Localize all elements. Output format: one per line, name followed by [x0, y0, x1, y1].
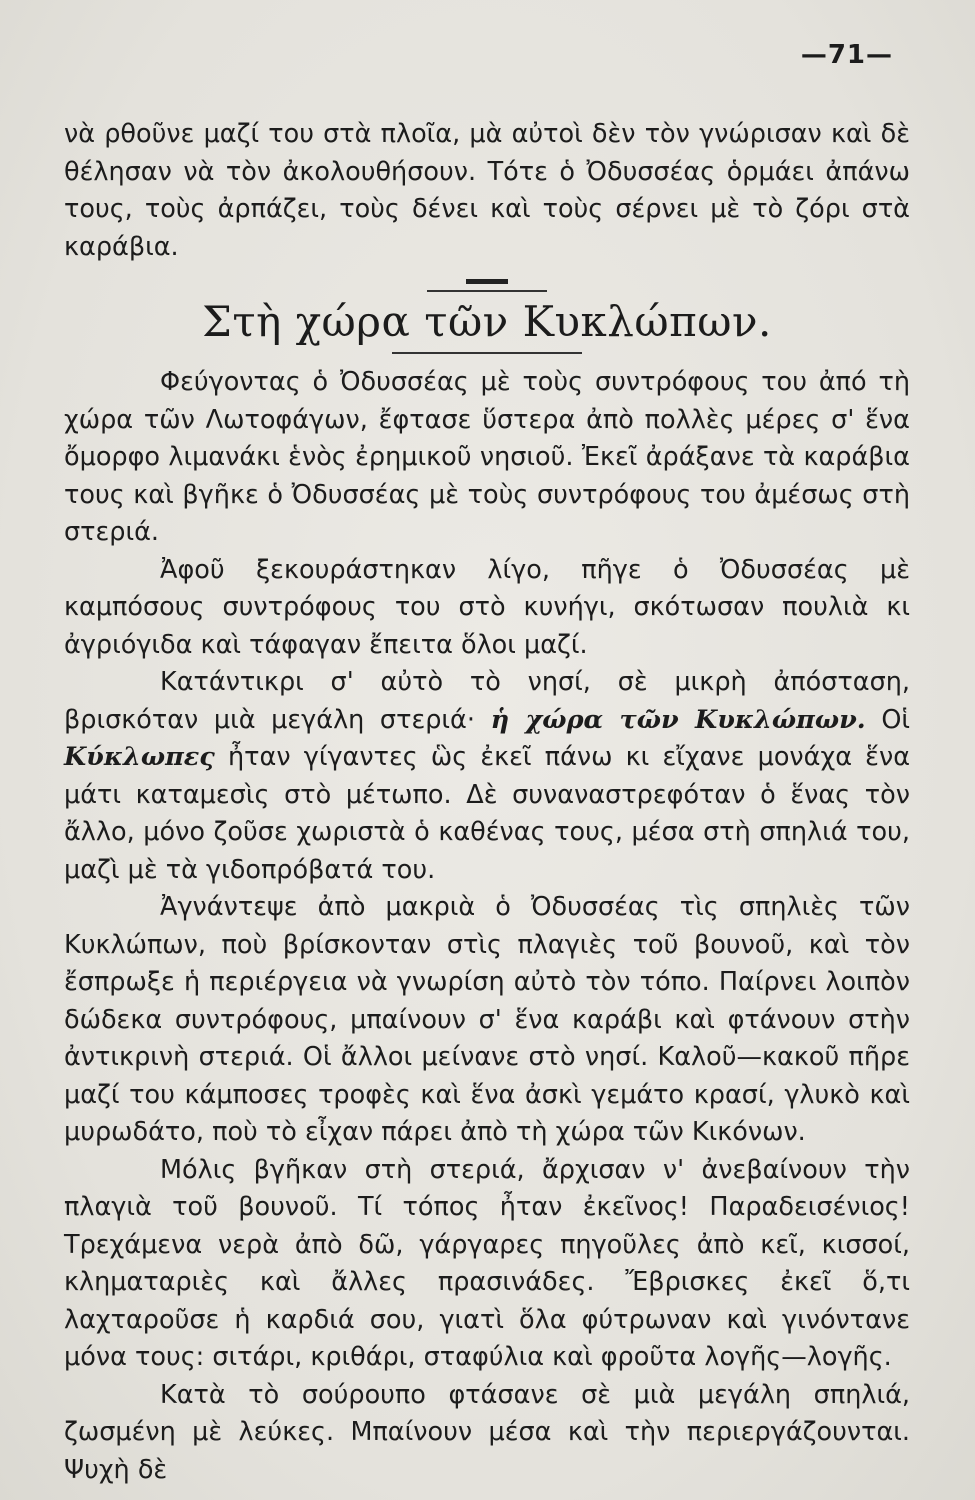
chapter-title: Στὴ χώρα τῶν Κυκλώπων. — [202, 297, 772, 346]
ornament-bar — [466, 279, 508, 284]
title-ornament-bottom — [392, 352, 582, 354]
paragraph: Μόλις βγῆκαν στὴ στεριά, ἄρχισαν ν' ἀνεβαίνουν τὴν πλαγιὰ τοῦ βουνοῦ. Τί τόπος ἦταν ἐκεῖνος! Παραδεισένιος! Τρεχάμενα νερὰ ἀπὸ δῶ, γάργαρες πηγοῦλες ἀπὸ κεῖ, κισσοί, κληματαριὲς καὶ ἄλλες πρασινάδες. Ἔβρισκες ἐκεῖ ὅ,τι λαχταροῦσε ἡ καρδιά σου, γιατὶ ὅλα φύτρωναν καὶ γινόντανε μόνα τους: σιτάρι, κριθάρι, σταφύλια καὶ φροῦτα λογῆς—λογῆς. — [64, 1154, 910, 1372]
paragraph-text: ἦταν γίγαντες ὣς ἐκεῖ πάνω κι εἴχανε μονάχα ἕνα μάτι καταμεσὶς στὸ μέτωπο. Δὲ συναναστρεφόταν ὁ ἕνας τὸν ἄλλο, μόνο ζοῦσε χωριστὰ ὁ καθένας τους, μέσα στὴ σπηλιά του, μαζὶ μὲ τὰ γιδοπρόβατά του. — [64, 742, 911, 885]
paragraph: Κατὰ τὸ σούρουπο φτάσανε σὲ μιὰ μεγάλη σπηλιά, ζωσμένη μὲ λεύκες. Μπαίνουν μέσα καὶ τὴν περιεργάζουνται. Ψυχὴ δὲ — [64, 1379, 910, 1485]
paragraph: Φεύγοντας ὁ Ὀδυσσέας μὲ τοὺς συντρόφους του ἀπό τὴ χώρα τῶν Λωτοφάγων, ἔφτασε ὕστερα ἀπὸ πολλὲς μέρες σ' ἕνα ὄμορφο λιμανάκι ἑνὸς ἐρημικοῦ νησιοῦ. Ἐκεῖ ἀράξανε τὰ καράβια τους καὶ βγῆκε ὁ Ὀδυσσέας μὲ τοὺς συντρόφους του ἀμέσως στὴ στεριά. — [64, 367, 910, 547]
paragraph-text: Κατάντικρι σ' αὐτὸ τὸ νησί, σὲ μικρὴ ἀπόσταση, βρισκόταν μιὰ μεγάλη στεριά· — [64, 667, 910, 735]
emphasis-text: ἡ χώρα τῶν Κυκλώπων. — [490, 704, 866, 735]
paragraph — [64, 664, 910, 889]
emphasis-text: Κύκλωπες — [64, 742, 215, 772]
page-number: —71— — [800, 40, 893, 70]
paragraph-text: Οἱ — [881, 704, 911, 735]
page-body — [64, 116, 910, 1489]
title-ornament-top — [64, 266, 910, 288]
paragraph: Ἀγνάντεψε ἀπὸ μακριὰ ὁ Ὀδυσσέας τὶς σπηλιὲς τῶν Κυκλώπων, ποὺ βρίσκονταν στὶς πλαγιὲς τοῦ βουνοῦ, καὶ τὸν ἔσπρωξε ἡ περιέργεια νὰ γνωρίση αὐτὸ τὸν τόπο. Παίρνει λοιπὸν δώδεκα συντρόφους, μπαίνουν σ' ἕνα καράβι καὶ φτάνουν στὴν ἀντικρινὴ στεριά. Οἱ ἄλλοι μείνανε στὸ νησί. Καλοῦ—κακοῦ πῆρε μαζί του κάμποσες τροφὲς καὶ ἕνα ἀσκὶ γεμάτο κρασί, γλυκὸ καὶ μυρωδάτο, ποὺ τὸ εἶχαν πάρει ἀπὸ τὴ χώρα τῶν Κικόνων. — [64, 892, 910, 1147]
paragraph-continuation: νὰ ρθοῦνε μαζί του στὰ πλοῖα, μὰ αὐτοὶ δὲν τὸν γνώρισαν καὶ δὲ θέλησαν νὰ τὸν ἀκολουθήσουν. Τότε ὁ Ὀδυσσέας ὁρμάει ἀπάνω τους, τοὺς ἀρπάζει, τοὺς δένει καὶ τοὺς σέρνει μὲ τὸ ζόρι στὰ καράβια. — [64, 119, 910, 262]
ornament-rule — [427, 290, 547, 292]
paragraph: Ἀφοῦ ξεκουράστηκαν λίγο, πῆγε ὁ Ὀδυσσέας μὲ καμπόσους συντρόφους του στὸ κυνήγι, σκότωσαν πουλιὰ κι ἀγριόγιδα καὶ τάφαγαν ἔπειτα ὅλοι μαζί. — [64, 554, 910, 660]
